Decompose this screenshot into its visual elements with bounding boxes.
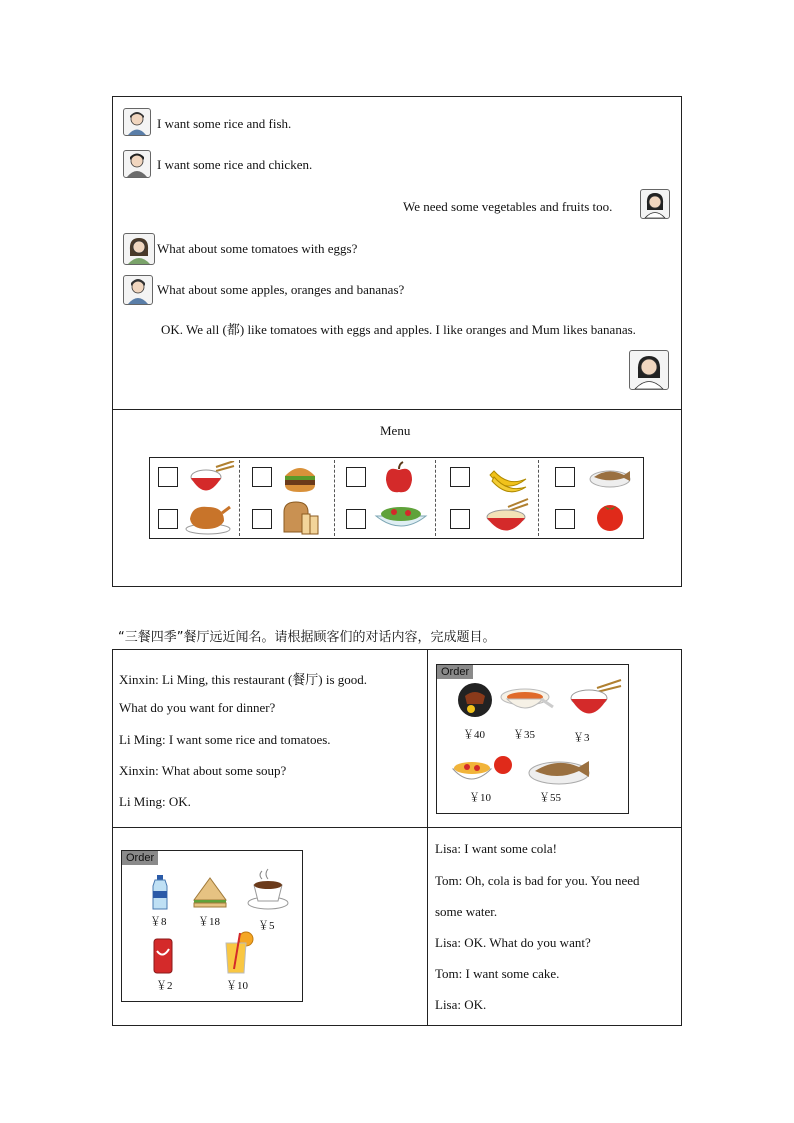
steak-icon — [457, 682, 493, 718]
dialogue-line: Li Ming: I want some rice and tomatoes. — [119, 732, 331, 747]
tomato-icon — [594, 500, 626, 532]
boy-avatar — [123, 275, 153, 305]
dialogue-line: Li Ming: OK. — [119, 794, 191, 809]
price-label: ￥8 — [150, 916, 167, 928]
price-label: ￥3 — [573, 732, 590, 744]
dialogue-line: We need some vegetables and fruits too. — [403, 199, 613, 214]
price-label: ￥2 — [156, 980, 173, 992]
girl-avatar — [123, 233, 155, 265]
fish-icon — [527, 751, 591, 787]
rice-icon — [567, 678, 623, 720]
order-tag: Order — [122, 851, 158, 865]
soup-icon — [499, 685, 555, 715]
menu-checkbox[interactable] — [555, 467, 575, 487]
menu-checkbox[interactable] — [346, 509, 366, 529]
chicken-icon — [184, 499, 232, 535]
menu-checkbox[interactable] — [346, 467, 366, 487]
woman-avatar — [640, 189, 670, 219]
price-label: ￥40 — [463, 729, 485, 741]
price-label: ￥5 — [258, 920, 275, 932]
menu-divider — [435, 460, 436, 536]
menu-strip — [149, 457, 644, 539]
order-tag: Order — [437, 665, 473, 679]
menu-divider — [239, 460, 240, 536]
dialogue-line: Lisa: OK. What do you want? — [435, 935, 591, 950]
menu-checkbox[interactable] — [555, 509, 575, 529]
orange-juice-icon — [222, 931, 254, 975]
dialogue-line: What do you want for dinner? — [119, 700, 276, 715]
dialogue-line: Tom: I want some cake. — [435, 966, 560, 981]
dialogue-line: Lisa: I want some cola! — [435, 841, 558, 856]
dialogue-line: OK. We all (都) like tomatoes with eggs and apples. I like oranges and Mum likes bananas. — [161, 322, 636, 337]
menu-checkbox[interactable] — [158, 509, 178, 529]
dialogue-line: Lisa: OK. — [435, 997, 487, 1012]
boy-avatar — [123, 108, 151, 136]
cola-can-icon — [152, 937, 174, 975]
menu-checkbox[interactable] — [158, 467, 178, 487]
sandwich-icon — [192, 876, 228, 908]
price-label: ￥55 — [539, 792, 561, 804]
noodles-icon — [484, 497, 530, 537]
instruction-text: “三餐四季”餐厅远近闻名。请根据顾客们的对话内容，完成题目。 — [118, 630, 496, 645]
dialogue-line: What about some apples, oranges and bananas? — [157, 282, 405, 297]
menu-divider — [538, 460, 539, 536]
price-label: ￥10 — [226, 980, 248, 992]
apple-icon — [382, 461, 416, 495]
order-card — [436, 664, 629, 814]
order-card — [121, 850, 303, 1002]
price-label: ￥10 — [469, 792, 491, 804]
dialogue-line: Xinxin: Li Ming, this restaurant (餐厅) is good. — [119, 672, 368, 687]
table-divider — [112, 827, 682, 828]
price-label: ￥18 — [198, 916, 220, 928]
water-bottle-icon — [150, 875, 170, 911]
menu-checkbox[interactable] — [252, 467, 272, 487]
menu-checkbox[interactable] — [450, 467, 470, 487]
table-divider — [427, 649, 428, 1026]
menu-title: Menu — [380, 423, 411, 438]
table-divider — [112, 409, 682, 410]
dialogue-line: I want some rice and fish. — [157, 116, 292, 131]
menu-checkbox[interactable] — [450, 509, 470, 529]
rice-icon — [186, 461, 236, 497]
dialogue-line: some water. — [435, 904, 498, 919]
menu-checkbox[interactable] — [252, 509, 272, 529]
menu-divider — [334, 460, 335, 536]
tomato-egg-icon — [451, 753, 517, 787]
dialogue-line: Xinxin: What about some soup? — [119, 763, 287, 778]
fish-icon — [588, 463, 632, 489]
man-avatar — [123, 150, 151, 178]
woman-avatar — [629, 350, 669, 390]
salad-icon — [374, 502, 428, 532]
price-label: ￥35 — [513, 729, 535, 741]
dialogue-line: I want some rice and chicken. — [157, 157, 313, 172]
hamburger-icon — [282, 462, 318, 494]
dialogue-line: What about some tomatoes with eggs? — [157, 241, 358, 256]
bread-icon — [282, 500, 324, 536]
banana-icon — [486, 461, 528, 495]
coffee-cup-icon — [246, 867, 290, 911]
dialogue-line: Tom: Oh, cola is bad for you. You need — [435, 873, 640, 888]
